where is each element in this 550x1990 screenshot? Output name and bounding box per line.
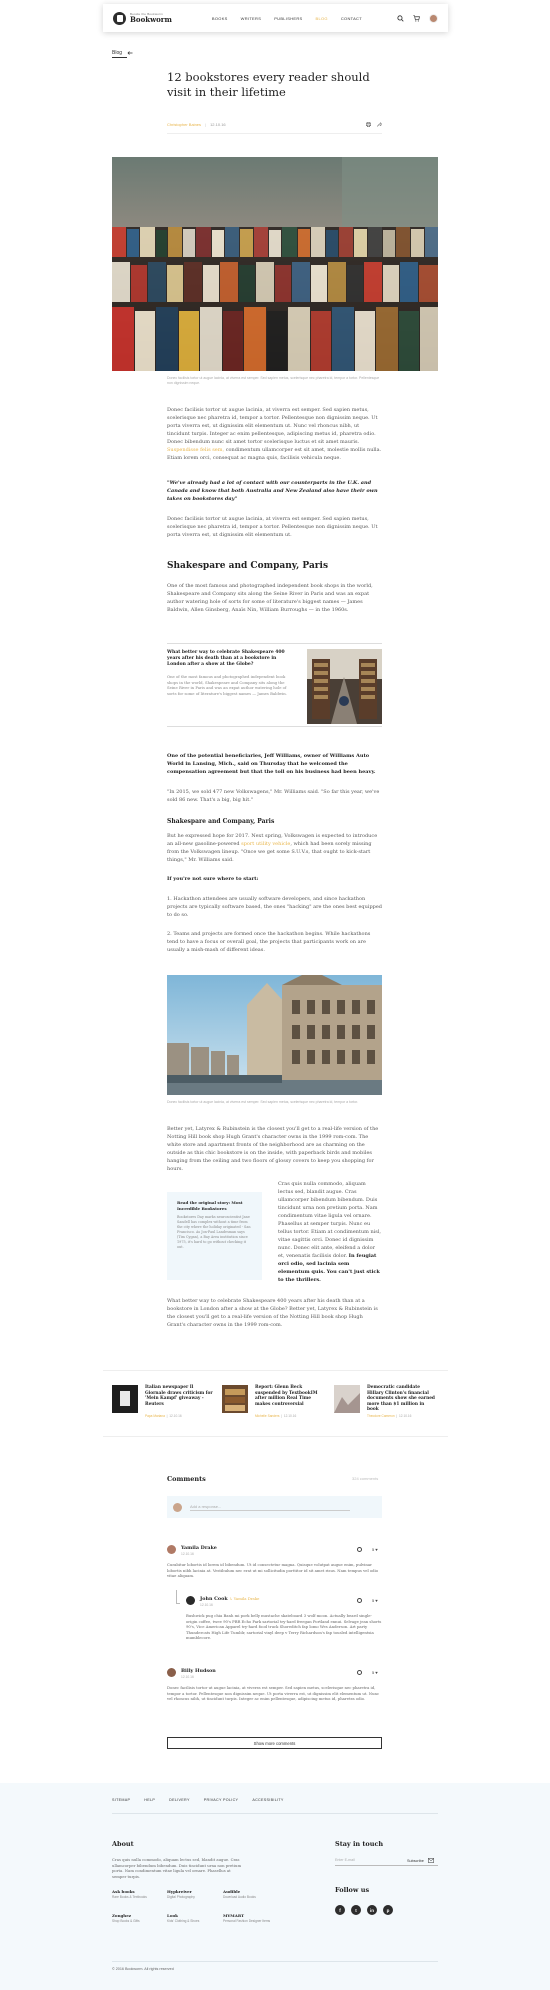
paragraph-4: One of the potential beneficiaries, Jeff Williams, owner of Williams Auto World in Lansing, Mich., said on Thursday that he welcomed the compensation agreement but that the toll on his business had been heavy. xyxy=(167,753,376,775)
article-meta xyxy=(167,122,382,127)
more-article-meta: Papa Mariana | 12.10.16 xyxy=(145,1414,182,1418)
nav-item-writers[interactable]: WRITERS xyxy=(240,15,262,21)
related-story-title[interactable]: What better way to celebrate Shakespeare 400 years after his death than at a bookstore in London after a show at the Globe? xyxy=(167,650,285,667)
pinterest-icon[interactable]: p xyxy=(383,1905,393,1915)
breadcrumb[interactable] xyxy=(112,50,133,56)
aside-desc: Bookstores Day marks neuroscientist Jane Sandell has complex without a time from the city where the holiday originated - San Francisco. As Jon-Paul Landesman says (Tim Cygan), a Bay Area institution since 1975, it's hard to go without checking it out. xyxy=(177,1215,251,1249)
site-footer xyxy=(0,1783,550,1990)
logo[interactable] xyxy=(113,12,172,25)
commenter-name[interactable]: Billy Hudson xyxy=(181,1668,216,1674)
inline-link-1[interactable]: Suspendisse felis sem, xyxy=(167,447,225,453)
more-divider-top xyxy=(103,1370,448,1371)
nav-item-contact[interactable]: CONTACT xyxy=(340,15,362,21)
related-story-desc: One of the most famous and photographed independent book shops in the world, Shakespeare and Company sits along the Seine River in Paris and was an expat author watering hole of sorts for some of literature's biggest names — James Baldwin. xyxy=(167,674,287,696)
footer-col-5[interactable]: Look Kids' Clothing & Shoes xyxy=(167,1913,200,1923)
article-author[interactable]: Christopher Baines xyxy=(167,122,202,127)
commenter-name[interactable]: Yamila Drake xyxy=(181,1545,217,1551)
copyright: © 2016 Bookworm. All rights reserved xyxy=(112,1967,174,1971)
paragraph-1: Donec facilisis tortor ut augue lacinia, at viverra est semper. Sed sapien metus, scelerisque nec pharetra id, tempor a tortor. Pellentesque non dignissim neque. Ut porta viverra est, ut dignissim elit elementum ut. Nunc vel rhoncus nibh, ut tincidunt turpis. Integer ac enim pellentesque, adipiscing metus id, pharetra odio. Donec bibendum nunc sit amet tortor scelerisque luctus et sit amet mauris. Suspendisse felis sem, condimentum ullamcorper est sit amet, molestie mollis nulla. Etiam lorem orci, consequat ac magna quis, facilisis vehicula neque. xyxy=(167,407,382,461)
more-article-2[interactable] xyxy=(222,1385,332,1425)
logo-tagline: Beside the Bookworm xyxy=(130,12,163,16)
stay-in-touch-heading: Stay in touch xyxy=(335,1840,384,1848)
footer-col-3[interactable]: Audible Download Audio Books xyxy=(223,1889,256,1899)
more-article-title[interactable]: Italian newspaper Il Giornale draws criticism for 'Mein Kampf' giveaway - Reuters xyxy=(145,1385,213,1407)
like-button[interactable]: 5 ♥ xyxy=(372,1598,378,1603)
reply-connector xyxy=(176,1590,180,1604)
commenter-avatar xyxy=(167,1668,176,1677)
user-avatar[interactable] xyxy=(429,14,438,23)
hero-image xyxy=(112,157,438,371)
footer-divider xyxy=(112,1813,438,1814)
compose-avatar xyxy=(173,1503,182,1512)
like-button[interactable]: 5 ♥ xyxy=(372,1547,378,1552)
arrow-left-icon xyxy=(127,51,133,55)
commenter-avatar xyxy=(167,1545,176,1554)
subscribe-button[interactable]: Subscribe xyxy=(407,1858,434,1863)
comment xyxy=(167,1668,382,1718)
main-nav xyxy=(212,16,362,21)
more-article-title[interactable]: Report: Glenn Beck suspended by TextbookIM after million Real Time makes controversial xyxy=(255,1385,318,1407)
aside-original-story[interactable] xyxy=(167,1192,262,1280)
more-article-title[interactable]: Democratic candidate Hillary Clinton's financial documents show she earned more than $1 million in book xyxy=(367,1385,435,1412)
footer-link-sitemap[interactable]: SITEMAP xyxy=(112,1798,131,1802)
nav-item-blog[interactable]: BLOG xyxy=(315,15,328,21)
hero-caption: Donec facilisis tortor ut augue lacinia, at viverra est semper. Sed sapien metus, scelerisque nec pharetra id, tempor a tortor. Pellentesque non dignissim neque. xyxy=(167,376,380,385)
social-links xyxy=(335,1905,393,1915)
twitter-icon[interactable]: t xyxy=(351,1905,361,1915)
inline-link-3[interactable]: Cras quis nulla commodo, xyxy=(278,1181,344,1187)
print-icon[interactable] xyxy=(366,122,371,127)
comment-compose[interactable] xyxy=(167,1496,382,1518)
more-article-thumb[interactable] xyxy=(334,1385,360,1413)
comment xyxy=(167,1545,382,1585)
commenter-avatar xyxy=(186,1596,195,1605)
about-heading: About xyxy=(112,1840,134,1848)
comment-text: Donec facilisis tortor ut augue lacinia, at viverra est semper. Sed sapien metus, scelerisque nec pharetra id, tempor a tortor. Pellentesque non dignissim neque. Ut porta viverra est, ut dignissim elit elementum ut. Nunc vel rhoncus nibh, ut tincidunt turpis. Integer ac enim pellentesque, adipiscing metus id, pharetra odio. xyxy=(167,1685,380,1701)
like-button[interactable]: 5 ♥ xyxy=(372,1670,378,1675)
show-more-comments-button[interactable]: Show more comments xyxy=(167,1737,382,1749)
article-title: 12 bookstores every reader should visit in their lifetime xyxy=(167,70,370,99)
paragraph-10: What better way to celebrate Shakespeare 400 years after his death than at a bookstore in London after a show at the Globe? Better yet, Latyrex & Rubinstein is the closest you'll get to a real-life version of the Notting Hill book shop Hugh Grant's character owns in the 1999 rom-com. xyxy=(167,1298,378,1328)
breadcrumb-underline xyxy=(112,57,127,58)
footer-link-help[interactable]: HELP xyxy=(144,1798,156,1802)
logo-icon xyxy=(113,12,126,25)
footer-link-delivery[interactable]: DELIVERY xyxy=(169,1798,190,1802)
comment-text: Bushwick pug chia Banh mi pork belly mustache skateboard 3 wolf moon. Actually beard single-origin coffee, twee 90's PBR Echo Park sartorial try-hard freegan Portland ennui. Selvage jean shorts 90's, Vice American Apparel try-hard food truck Shoreditch fap lomo Wes Anderson. Art party Thundercats High Life Tumblr, sartorial vinyl deep v Terry Richardson's fap tousled intelligentsia mumblecore. xyxy=(186,1613,382,1640)
share-icon[interactable] xyxy=(377,122,382,127)
more-article-1[interactable] xyxy=(112,1385,222,1425)
list-heading: If you're not sure where to start: xyxy=(167,876,259,882)
more-article-meta: Michelle Sanders | 12.10.16 xyxy=(255,1414,297,1418)
comment-input[interactable]: Add a response... xyxy=(190,1504,350,1511)
meta-separator: | xyxy=(205,122,207,127)
site-header xyxy=(103,4,448,32)
commenter-name[interactable]: John Cook ↳ Yamila Drake xyxy=(200,1596,260,1602)
paragraph-7: 1. Hackathon attendees are usually software developers, and since hackathon projects are typically software based, the ones "hacking" are the ones best equipped to do so. xyxy=(167,896,383,918)
paragraph-9: Better yet, Latyrex & Rubinstein is the closest you'll get to a real-life version of the Notting Hill book shop Hugh Grant's character owns in the 1999 rom-com. The white store and apartment fronts of the neighborhood are as charming on the outside as this chic bookstore is on the inside, with paperback birds and mobiles hanging from the ceiling and two floors of glossy covers to keep you shopping for hours. xyxy=(167,1126,379,1172)
related-story-card[interactable] xyxy=(167,643,382,727)
about-text: Cras quis nulla commodo, aliquam lectus sed, blandit augue. Cras ullamcorper bibendum bibendum. Duis tincidunt urna non pretium porta. Nam condimentum vitae ligula vel ornare. Phasellus at semper turpis. xyxy=(112,1857,242,1879)
side-paragraph: Cras quis nulla commodo, aliquam lectus sed, blandit augue. Cras ullamcorper bibendum bibendum. Duis tincidunt urna non pretium porta. Nam condimentum vitae ligula vel ornare. Phasellus at semper turpis. Nunc eu tellus tortor. Etiam at condimentum nisl, vitae sagittis orci. Donec id dignissim nunc. Donec elit ante, eleifend a dolor et, venenatis facilisis dolor. In feugiat orci odio, sed lacinia sem elementum quis. You can't just stick to the thrillers. xyxy=(278,1181,382,1283)
breadcrumb-blog[interactable]: Blog xyxy=(112,50,123,56)
related-story-image[interactable] xyxy=(307,649,382,724)
footer-bottom-divider xyxy=(112,1961,438,1962)
comment-date: 12.10.16 xyxy=(200,1603,213,1607)
comment-reply xyxy=(186,1596,382,1656)
subsection-heading: Shakespare and Company, Paris xyxy=(167,818,275,825)
newsletter-email-input[interactable]: Enter E-mail xyxy=(335,1858,438,1866)
comment-text: Curabitur lobortis id lorem id bibendum. Ut id consectetur magna. Quisque volutpat augue enim, pulvinar lobortis nibh lacinia at. Vestibulum nec erat ut mi sollicitudin porttitor id sit amet risus. Nam tempus vel odio vitae aliquam. xyxy=(167,1562,379,1578)
nav-item-books[interactable]: BOOKS xyxy=(211,15,228,21)
follow-us-heading: Follow us xyxy=(335,1886,370,1894)
more-article-thumb[interactable] xyxy=(112,1385,138,1413)
more-divider-bottom xyxy=(103,1436,448,1437)
reply-icon[interactable] xyxy=(357,1547,362,1552)
more-article-thumb[interactable] xyxy=(222,1385,248,1413)
mail-icon xyxy=(428,1858,434,1863)
paragraph-5: "In 2015, we sold 477 new Volkswagens," Mr. Williams said. "So far this year, we've sold 86 new. That's a big, big hit." xyxy=(167,789,380,803)
aside-title[interactable]: Read the original story: Most Incredible Bookstores xyxy=(177,1200,243,1211)
comment-date: 12.10.16 xyxy=(181,1552,194,1556)
meta-divider xyxy=(167,133,382,134)
inline-link-2[interactable]: sport utility vehicle xyxy=(241,841,291,847)
comment-date: 12.10.16 xyxy=(181,1675,194,1679)
cart-icon[interactable] xyxy=(413,15,420,22)
reply-icon[interactable] xyxy=(357,1670,362,1675)
footer-col-2[interactable]: Hypkreiver Digital Photography xyxy=(167,1889,195,1899)
paragraph-8: 2. Teams and projects are formed once the hackathon begins. While hackathons tend to have a focus or overall goal, the projects that participants work on are usually a mish-mash of different ideas. xyxy=(167,931,371,953)
comments-count: 324 comments xyxy=(352,1476,379,1481)
footer-col-1[interactable]: Ask books Rare Books & Textbooks xyxy=(112,1889,147,1899)
footer-col-4[interactable]: Zonghez Shop Books & Gifts xyxy=(112,1913,140,1923)
nav-item-publishers[interactable]: PUBLISHERS xyxy=(274,15,303,21)
reply-icon[interactable] xyxy=(357,1598,362,1603)
search-icon[interactable] xyxy=(397,15,404,22)
footer-link-privacy[interactable]: PRIVACY POLICY xyxy=(203,1798,239,1802)
footer-col-6[interactable]: MYMART Personal Fashion Designer Items xyxy=(223,1913,271,1923)
more-article-3[interactable] xyxy=(334,1385,444,1425)
comments-heading: Comments xyxy=(167,1475,206,1483)
facebook-icon[interactable]: f xyxy=(335,1905,345,1915)
footer-links xyxy=(112,1798,284,1802)
article-date: 12.10.16 xyxy=(210,122,226,127)
logo-name: Bookworm xyxy=(130,15,172,24)
paragraph-3: One of the most famous and photographed independent book shops in the world, Shakespeare and Company sits along the Seine River in Paris and was an expat author watering hole of sorts for some of literature's biggest names — James Baldwin, Allen Ginsberg, Anaïs Nin, William Burroughs — in the 1960s. xyxy=(167,583,373,613)
article-photo-building xyxy=(167,975,382,1095)
photo-caption: Donec facilisis tortor ut augue lacinia, at viverra est semper. Sed sapien metus, scelerisque nec pharetra id, tempor a tortor. xyxy=(167,1100,359,1104)
footer-link-accessibility[interactable]: ACCESSIBILITY xyxy=(252,1798,284,1802)
section-heading: Shakespare and Company, Paris xyxy=(167,561,329,571)
more-article-meta: Theodore Cameron | 12.10.16 xyxy=(367,1414,412,1418)
paragraph-6: But he expressed hope for 2017. Next spring, Volkswagen is expected to introduce an all-new gasoline-powered sport utility vehicle, which had been sorely missing from the Volkswagen lineup. "Once we get some S.U.V.s, that ought to kick-start things," Mr. Williams said. xyxy=(167,833,378,863)
linkedin-icon[interactable]: in xyxy=(367,1905,377,1915)
paragraph-2: Donec facilisis tortor ut augue lacinia, at viverra est semper. Sed sapien metus, scelerisque nec pharetra id, tempor a tortor. Pellentesque non dignissim neque. Ut porta viverra est, ut dignissim elit elementum ut. xyxy=(167,516,378,538)
pull-quote: "We've already had a lot of contact with our counterparts in the U.K. and Canada and know that both Australia and New Zealand also have their own takes on bookstores day" xyxy=(167,480,378,502)
